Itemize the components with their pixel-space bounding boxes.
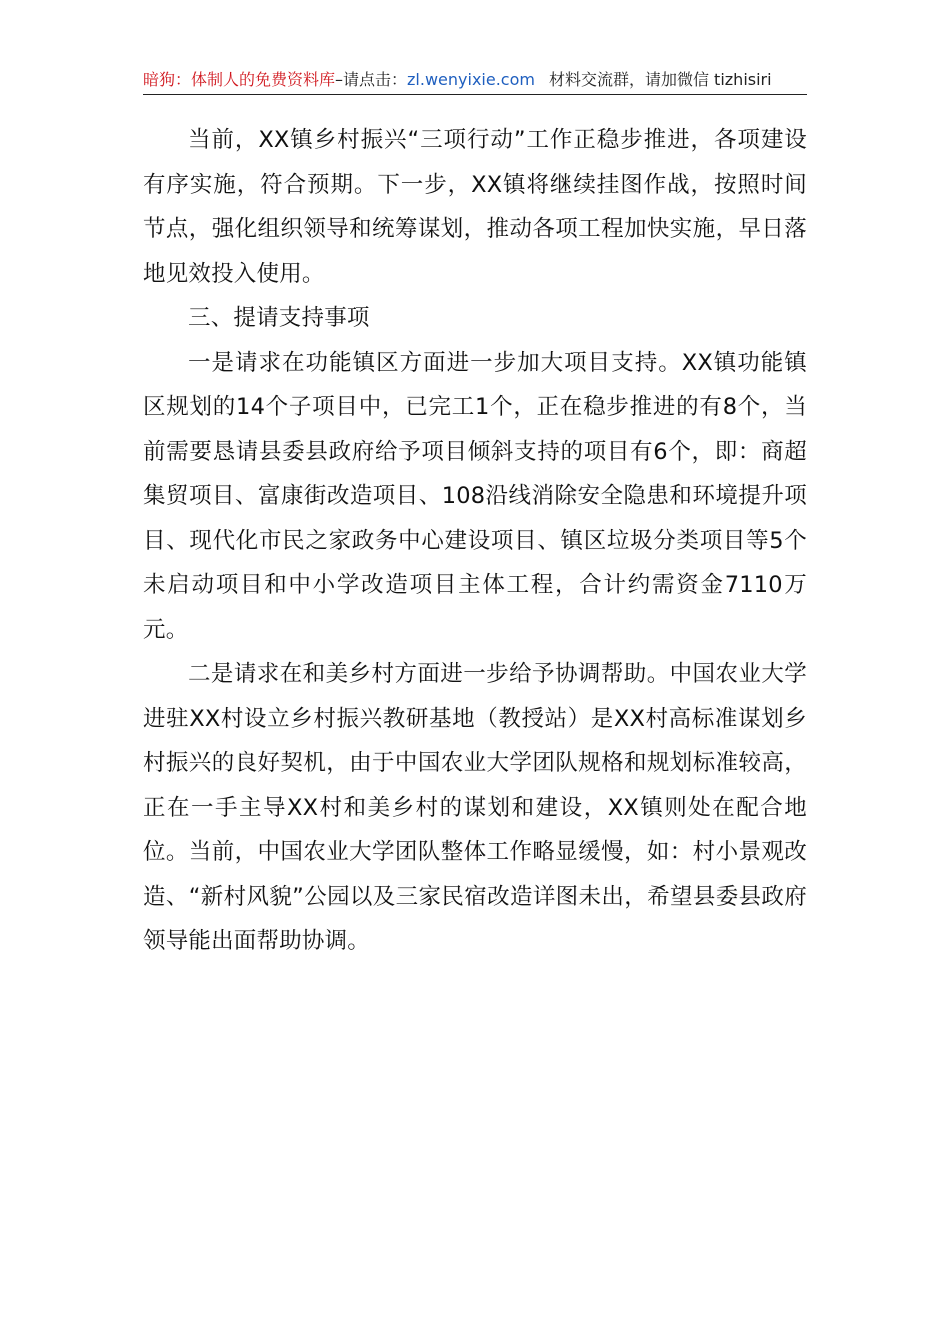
document-body xyxy=(143,118,807,964)
page-header xyxy=(143,66,807,95)
paragraph-progress: 当前，XX镇乡村振兴“三项行动”工作正稳步推进，各项建设有序实施，符合预期。下一步，XX镇将继续挂图作战，按照时间节点，强化组织领导和统筹谋划，推动各项工程加快实施，早日落地见效投入使用。 xyxy=(143,127,807,287)
header-separator: –请点击： xyxy=(335,70,408,89)
header-brand: 暗狗：体制人的免费资料库 xyxy=(143,70,336,89)
header-note: 材料交流群，请加微信 tizhisiri xyxy=(548,70,772,89)
section-heading: 三、提请支持事项 xyxy=(188,305,370,331)
header-link[interactable]: zl.wenyixie.com xyxy=(407,70,535,89)
paragraph-request-2: 二是请求在和美乡村方面进一步给予协调帮助。中国农业大学进驻XX村设立乡村振兴教研基地（教授站）是XX村高标准谋划乡村振兴的良好契机，由于中国农业大学团队规格和规划标准较高，正在一手主导XX村和美乡村的谋划和建设，XX镇则处在配合地位。当前，中国农业大学团队整体工作略显缓慢，如：村小景观改造、“新村风貌”公园以及三家民宿改造详图未出，希望县委县政府领导能出面帮助协调。 xyxy=(143,661,807,954)
paragraph-request-1: 一是请求在功能镇区方面进一步加大项目支持。XX镇功能镇区规划的14个子项目中，已完工1个，正在稳步推进的有8个，当前需要恳请县委县政府给予项目倾斜支持的项目有6个，即：商超集贸项目、富康街改造项目、108沿线消除安全隐患和环境提升项目、现代化市民之家政务中心建设项目、镇区垃圾分类项目等5个未启动项目和中小学改造项目主体工程，合计约需资金7110万元。 xyxy=(143,349,807,643)
